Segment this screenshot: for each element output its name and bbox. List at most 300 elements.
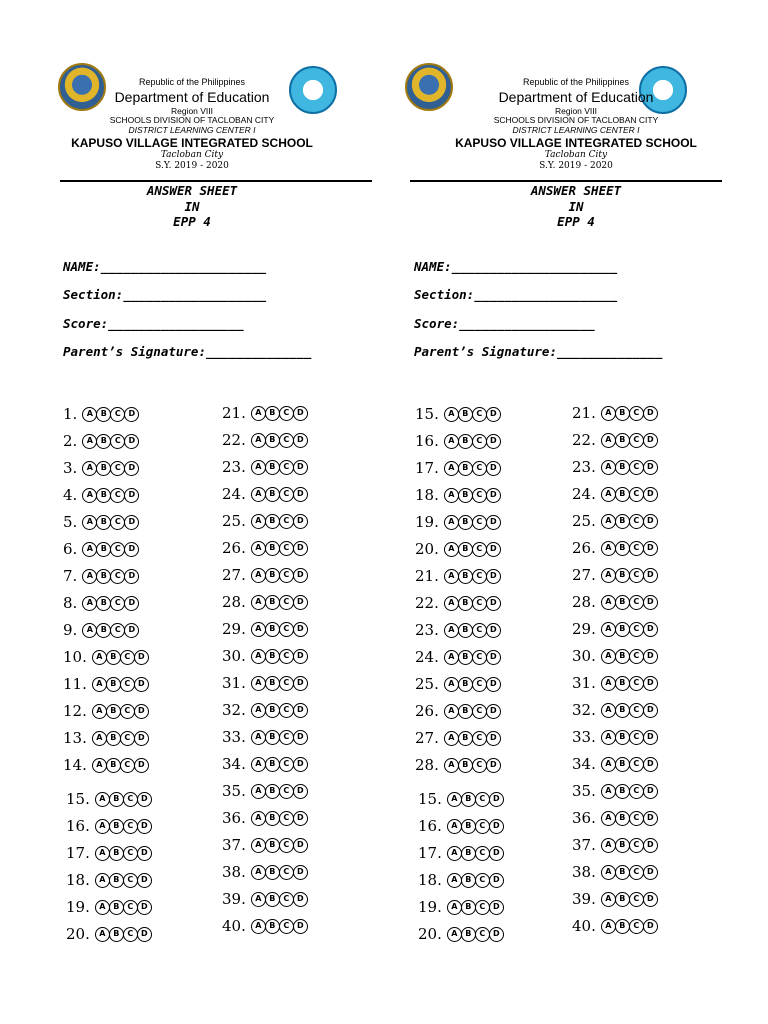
choice-bubble-a[interactable]: A [251,865,266,880]
choice-bubble-b[interactable]: B [265,433,280,448]
choice-bubble-d[interactable]: D [643,649,658,664]
choice-bubble-b[interactable]: B [458,758,473,773]
choice-bubble-d[interactable]: D [134,704,149,719]
choice-bubble-c[interactable]: C [472,731,487,746]
choice-bubble-c[interactable]: C [279,433,294,448]
choice-bubble-c[interactable]: C [472,542,487,557]
choice-bubble-d[interactable]: D [293,730,308,745]
choice-bubble-c[interactable]: C [110,596,125,611]
choice-bubble-c[interactable]: C [279,676,294,691]
choice-bubble-b[interactable]: B [615,568,630,583]
choice-bubble-b[interactable]: B [615,919,630,934]
choice-bubble-b[interactable]: B [458,434,473,449]
choice-bubble-c[interactable]: C [279,703,294,718]
choice-bubble-d[interactable]: D [293,568,308,583]
choice-bubble-b[interactable]: B [615,703,630,718]
choice-bubble-a[interactable]: A [82,407,97,422]
choice-bubble-a[interactable]: A [95,873,110,888]
choice-bubble-c[interactable]: C [279,595,294,610]
choice-bubble-a[interactable]: A [447,873,462,888]
choice-bubble-b[interactable]: B [96,488,111,503]
choice-bubble-b[interactable]: B [615,838,630,853]
choice-bubble-d[interactable]: D [293,487,308,502]
choice-bubble-a[interactable]: A [601,433,616,448]
choice-bubble-a[interactable]: A [601,649,616,664]
choice-bubble-c[interactable]: C [279,865,294,880]
choice-bubble-b[interactable]: B [265,703,280,718]
choice-bubble-b[interactable]: B [461,927,476,942]
choice-bubble-b[interactable]: B [96,515,111,530]
choice-bubble-d[interactable]: D [643,919,658,934]
choice-bubble-c[interactable]: C [629,676,644,691]
choice-bubble-d[interactable]: D [643,460,658,475]
choice-bubble-c[interactable]: C [475,900,490,915]
choice-bubble-a[interactable]: A [601,460,616,475]
choice-bubble-b[interactable]: B [615,757,630,772]
choice-bubble-a[interactable]: A [444,434,459,449]
choice-bubble-d[interactable]: D [643,487,658,502]
choice-bubble-d[interactable]: D [293,811,308,826]
choice-bubble-d[interactable]: D [643,514,658,529]
choice-bubble-a[interactable]: A [251,433,266,448]
choice-bubble-a[interactable]: A [444,758,459,773]
choice-bubble-c[interactable]: C [475,819,490,834]
choice-bubble-b[interactable]: B [265,460,280,475]
choice-bubble-d[interactable]: D [643,757,658,772]
choice-bubble-b[interactable]: B [615,892,630,907]
choice-bubble-b[interactable]: B [265,757,280,772]
choice-bubble-a[interactable]: A [92,758,107,773]
choice-bubble-d[interactable]: D [643,892,658,907]
choice-bubble-c[interactable]: C [629,487,644,502]
choice-bubble-c[interactable]: C [629,406,644,421]
choice-bubble-b[interactable]: B [96,434,111,449]
choice-bubble-d[interactable]: D [124,542,139,557]
choice-bubble-b[interactable]: B [615,784,630,799]
choice-bubble-c[interactable]: C [472,434,487,449]
choice-bubble-c[interactable]: C [475,927,490,942]
choice-bubble-d[interactable]: D [137,819,152,834]
choice-bubble-c[interactable]: C [629,892,644,907]
choice-bubble-d[interactable]: D [486,488,501,503]
choice-bubble-d[interactable]: D [643,541,658,556]
choice-bubble-c[interactable]: C [472,623,487,638]
choice-bubble-b[interactable]: B [458,569,473,584]
choice-bubble-b[interactable]: B [96,623,111,638]
choice-bubble-d[interactable]: D [293,595,308,610]
choice-bubble-d[interactable]: D [489,927,504,942]
choice-bubble-d[interactable]: D [643,784,658,799]
choice-bubble-a[interactable]: A [82,569,97,584]
choice-bubble-d[interactable]: D [489,819,504,834]
choice-bubble-c[interactable]: C [120,704,135,719]
choice-bubble-b[interactable]: B [615,622,630,637]
choice-bubble-c[interactable]: C [472,407,487,422]
choice-bubble-c[interactable]: C [123,873,138,888]
choice-bubble-a[interactable]: A [95,846,110,861]
choice-bubble-a[interactable]: A [444,731,459,746]
choice-bubble-a[interactable]: A [601,595,616,610]
choice-bubble-b[interactable]: B [458,461,473,476]
choice-bubble-a[interactable]: A [444,542,459,557]
choice-bubble-a[interactable]: A [601,865,616,880]
choice-bubble-b[interactable]: B [265,514,280,529]
choice-bubble-b[interactable]: B [461,819,476,834]
choice-bubble-c[interactable]: C [279,892,294,907]
choice-bubble-d[interactable]: D [124,596,139,611]
choice-bubble-d[interactable]: D [137,873,152,888]
choice-bubble-d[interactable]: D [486,677,501,692]
choice-bubble-b[interactable]: B [615,595,630,610]
choice-bubble-b[interactable]: B [265,568,280,583]
choice-bubble-a[interactable]: A [251,460,266,475]
choice-bubble-d[interactable]: D [643,865,658,880]
choice-bubble-a[interactable]: A [92,677,107,692]
choice-bubble-c[interactable]: C [120,650,135,665]
choice-bubble-c[interactable]: C [629,514,644,529]
choice-bubble-a[interactable]: A [601,838,616,853]
choice-bubble-b[interactable]: B [461,900,476,915]
choice-bubble-c[interactable]: C [629,919,644,934]
choice-bubble-b[interactable]: B [458,731,473,746]
choice-bubble-d[interactable]: D [293,514,308,529]
choice-bubble-b[interactable]: B [96,569,111,584]
choice-bubble-c[interactable]: C [279,568,294,583]
choice-bubble-c[interactable]: C [110,623,125,638]
choice-bubble-d[interactable]: D [486,650,501,665]
choice-bubble-b[interactable]: B [615,811,630,826]
choice-bubble-a[interactable]: A [82,488,97,503]
choice-bubble-b[interactable]: B [458,650,473,665]
choice-bubble-b[interactable]: B [615,460,630,475]
choice-bubble-a[interactable]: A [444,569,459,584]
choice-bubble-c[interactable]: C [629,460,644,475]
choice-bubble-b[interactable]: B [109,792,124,807]
choice-bubble-a[interactable]: A [601,622,616,637]
choice-bubble-c[interactable]: C [629,622,644,637]
choice-bubble-b[interactable]: B [458,623,473,638]
choice-bubble-d[interactable]: D [293,838,308,853]
choice-bubble-d[interactable]: D [137,846,152,861]
choice-bubble-d[interactable]: D [293,433,308,448]
choice-bubble-b[interactable]: B [109,873,124,888]
choice-bubble-c[interactable]: C [120,758,135,773]
choice-bubble-d[interactable]: D [643,730,658,745]
choice-bubble-c[interactable]: C [123,819,138,834]
choice-bubble-c[interactable]: C [123,900,138,915]
choice-bubble-b[interactable]: B [458,542,473,557]
choice-bubble-a[interactable]: A [447,846,462,861]
choice-bubble-a[interactable]: A [251,595,266,610]
choice-bubble-a[interactable]: A [251,406,266,421]
choice-bubble-c[interactable]: C [472,488,487,503]
choice-bubble-a[interactable]: A [251,622,266,637]
choice-bubble-c[interactable]: C [110,434,125,449]
choice-bubble-b[interactable]: B [265,406,280,421]
choice-bubble-d[interactable]: D [486,569,501,584]
choice-bubble-a[interactable]: A [444,704,459,719]
choice-bubble-a[interactable]: A [251,892,266,907]
choice-bubble-b[interactable]: B [615,433,630,448]
choice-bubble-b[interactable]: B [96,542,111,557]
choice-bubble-a[interactable]: A [251,784,266,799]
choice-bubble-c[interactable]: C [279,406,294,421]
choice-bubble-a[interactable]: A [444,461,459,476]
choice-bubble-a[interactable]: A [82,434,97,449]
choice-bubble-a[interactable]: A [251,649,266,664]
choice-bubble-b[interactable]: B [615,514,630,529]
choice-bubble-a[interactable]: A [251,541,266,556]
choice-bubble-d[interactable]: D [134,650,149,665]
choice-bubble-c[interactable]: C [110,488,125,503]
choice-bubble-c[interactable]: C [120,677,135,692]
choice-bubble-a[interactable]: A [251,514,266,529]
choice-bubble-d[interactable]: D [643,568,658,583]
choice-bubble-c[interactable]: C [279,514,294,529]
choice-bubble-d[interactable]: D [486,596,501,611]
choice-bubble-b[interactable]: B [265,784,280,799]
choice-bubble-c[interactable]: C [279,487,294,502]
choice-bubble-a[interactable]: A [92,731,107,746]
choice-bubble-b[interactable]: B [109,846,124,861]
choice-bubble-b[interactable]: B [458,596,473,611]
choice-bubble-b[interactable]: B [96,596,111,611]
choice-bubble-c[interactable]: C [472,461,487,476]
choice-bubble-b[interactable]: B [615,406,630,421]
choice-bubble-d[interactable]: D [137,792,152,807]
choice-bubble-b[interactable]: B [265,838,280,853]
choice-bubble-a[interactable]: A [444,407,459,422]
choice-bubble-c[interactable]: C [629,838,644,853]
choice-bubble-d[interactable]: D [124,515,139,530]
choice-bubble-a[interactable]: A [601,514,616,529]
choice-bubble-c[interactable]: C [629,811,644,826]
choice-bubble-c[interactable]: C [279,919,294,934]
choice-bubble-b[interactable]: B [265,892,280,907]
choice-bubble-c[interactable]: C [629,568,644,583]
choice-bubble-b[interactable]: B [615,865,630,880]
choice-bubble-d[interactable]: D [293,865,308,880]
choice-bubble-a[interactable]: A [601,757,616,772]
choice-bubble-d[interactable]: D [293,703,308,718]
choice-bubble-c[interactable]: C [110,569,125,584]
choice-bubble-c[interactable]: C [472,515,487,530]
choice-bubble-b[interactable]: B [458,488,473,503]
choice-bubble-b[interactable]: B [265,541,280,556]
choice-bubble-d[interactable]: D [489,792,504,807]
choice-bubble-a[interactable]: A [82,515,97,530]
choice-bubble-c[interactable]: C [629,595,644,610]
choice-bubble-d[interactable]: D [293,676,308,691]
choice-bubble-b[interactable]: B [106,704,121,719]
choice-bubble-a[interactable]: A [447,792,462,807]
choice-bubble-b[interactable]: B [106,677,121,692]
choice-bubble-b[interactable]: B [106,731,121,746]
choice-bubble-b[interactable]: B [615,541,630,556]
choice-bubble-d[interactable]: D [643,838,658,853]
choice-bubble-a[interactable]: A [601,919,616,934]
choice-bubble-b[interactable]: B [461,873,476,888]
choice-bubble-a[interactable]: A [601,784,616,799]
choice-bubble-d[interactable]: D [124,488,139,503]
choice-bubble-b[interactable]: B [461,792,476,807]
choice-bubble-b[interactable]: B [265,622,280,637]
choice-bubble-c[interactable]: C [629,541,644,556]
choice-bubble-d[interactable]: D [124,569,139,584]
choice-bubble-b[interactable]: B [265,649,280,664]
choice-bubble-a[interactable]: A [251,568,266,583]
choice-bubble-b[interactable]: B [265,919,280,934]
choice-bubble-b[interactable]: B [458,407,473,422]
choice-bubble-a[interactable]: A [251,919,266,934]
choice-bubble-d[interactable]: D [293,892,308,907]
choice-bubble-b[interactable]: B [265,730,280,745]
choice-bubble-a[interactable]: A [601,730,616,745]
choice-bubble-c[interactable]: C [629,757,644,772]
choice-bubble-d[interactable]: D [486,542,501,557]
choice-bubble-a[interactable]: A [601,568,616,583]
choice-bubble-c[interactable]: C [279,730,294,745]
choice-bubble-a[interactable]: A [444,515,459,530]
choice-bubble-a[interactable]: A [95,927,110,942]
choice-bubble-c[interactable]: C [472,758,487,773]
choice-bubble-c[interactable]: C [472,569,487,584]
choice-bubble-a[interactable]: A [444,677,459,692]
choice-bubble-b[interactable]: B [265,595,280,610]
choice-bubble-c[interactable]: C [475,846,490,861]
choice-bubble-b[interactable]: B [109,900,124,915]
choice-bubble-a[interactable]: A [95,792,110,807]
choice-bubble-d[interactable]: D [134,758,149,773]
choice-bubble-c[interactable]: C [279,757,294,772]
choice-bubble-a[interactable]: A [251,703,266,718]
choice-bubble-c[interactable]: C [472,596,487,611]
choice-bubble-d[interactable]: D [643,703,658,718]
choice-bubble-b[interactable]: B [106,650,121,665]
choice-bubble-c[interactable]: C [279,622,294,637]
choice-bubble-a[interactable]: A [601,541,616,556]
choice-bubble-d[interactable]: D [643,595,658,610]
choice-bubble-a[interactable]: A [447,927,462,942]
choice-bubble-a[interactable]: A [447,900,462,915]
choice-bubble-a[interactable]: A [92,704,107,719]
choice-bubble-c[interactable]: C [629,730,644,745]
choice-bubble-a[interactable]: A [92,650,107,665]
choice-bubble-d[interactable]: D [293,541,308,556]
choice-bubble-d[interactable]: D [489,846,504,861]
choice-bubble-d[interactable]: D [486,758,501,773]
choice-bubble-d[interactable]: D [643,622,658,637]
choice-bubble-d[interactable]: D [643,811,658,826]
choice-bubble-d[interactable]: D [489,900,504,915]
choice-bubble-b[interactable]: B [265,487,280,502]
choice-bubble-b[interactable]: B [458,677,473,692]
choice-bubble-c[interactable]: C [123,846,138,861]
choice-bubble-d[interactable]: D [486,704,501,719]
choice-bubble-c[interactable]: C [629,784,644,799]
choice-bubble-a[interactable]: A [251,757,266,772]
choice-bubble-b[interactable]: B [265,811,280,826]
choice-bubble-d[interactable]: D [124,407,139,422]
choice-bubble-d[interactable]: D [486,407,501,422]
choice-bubble-d[interactable]: D [134,731,149,746]
choice-bubble-d[interactable]: D [486,434,501,449]
choice-bubble-d[interactable]: D [486,623,501,638]
choice-bubble-a[interactable]: A [601,676,616,691]
choice-bubble-a[interactable]: A [444,650,459,665]
choice-bubble-b[interactable]: B [615,730,630,745]
choice-bubble-a[interactable]: A [601,811,616,826]
choice-bubble-c[interactable]: C [629,649,644,664]
choice-bubble-a[interactable]: A [82,461,97,476]
choice-bubble-a[interactable]: A [601,487,616,502]
choice-bubble-b[interactable]: B [265,865,280,880]
choice-bubble-a[interactable]: A [251,811,266,826]
choice-bubble-a[interactable]: A [95,819,110,834]
choice-bubble-a[interactable]: A [82,596,97,611]
choice-bubble-c[interactable]: C [123,927,138,942]
choice-bubble-c[interactable]: C [472,704,487,719]
choice-bubble-a[interactable]: A [82,542,97,557]
choice-bubble-a[interactable]: A [82,623,97,638]
choice-bubble-c[interactable]: C [279,460,294,475]
choice-bubble-a[interactable]: A [251,487,266,502]
choice-bubble-d[interactable]: D [124,434,139,449]
choice-bubble-d[interactable]: D [293,919,308,934]
choice-bubble-c[interactable]: C [629,433,644,448]
choice-bubble-b[interactable]: B [458,515,473,530]
choice-bubble-d[interactable]: D [124,623,139,638]
choice-bubble-a[interactable]: A [251,730,266,745]
choice-bubble-d[interactable]: D [134,677,149,692]
choice-bubble-d[interactable]: D [293,460,308,475]
choice-bubble-a[interactable]: A [95,900,110,915]
choice-bubble-b[interactable]: B [96,407,111,422]
choice-bubble-c[interactable]: C [475,792,490,807]
choice-bubble-d[interactable]: D [124,461,139,476]
choice-bubble-a[interactable]: A [444,488,459,503]
choice-bubble-c[interactable]: C [110,407,125,422]
choice-bubble-c[interactable]: C [110,461,125,476]
choice-bubble-d[interactable]: D [137,900,152,915]
choice-bubble-d[interactable]: D [643,433,658,448]
choice-bubble-d[interactable]: D [293,406,308,421]
choice-bubble-c[interactable]: C [629,865,644,880]
choice-bubble-a[interactable]: A [601,406,616,421]
choice-bubble-b[interactable]: B [106,758,121,773]
choice-bubble-d[interactable]: D [486,515,501,530]
choice-bubble-c[interactable]: C [110,515,125,530]
choice-bubble-c[interactable]: C [279,811,294,826]
choice-bubble-d[interactable]: D [643,406,658,421]
choice-bubble-d[interactable]: D [293,622,308,637]
choice-bubble-c[interactable]: C [475,873,490,888]
choice-bubble-c[interactable]: C [279,784,294,799]
choice-bubble-c[interactable]: C [279,838,294,853]
choice-bubble-c[interactable]: C [120,731,135,746]
choice-bubble-b[interactable]: B [109,927,124,942]
choice-bubble-d[interactable]: D [486,461,501,476]
choice-bubble-d[interactable]: D [293,757,308,772]
choice-bubble-b[interactable]: B [265,676,280,691]
choice-bubble-d[interactable]: D [643,676,658,691]
choice-bubble-a[interactable]: A [444,596,459,611]
choice-bubble-a[interactable]: A [601,892,616,907]
choice-bubble-c[interactable]: C [472,650,487,665]
choice-bubble-b[interactable]: B [615,676,630,691]
choice-bubble-a[interactable]: A [447,819,462,834]
choice-bubble-c[interactable]: C [629,703,644,718]
